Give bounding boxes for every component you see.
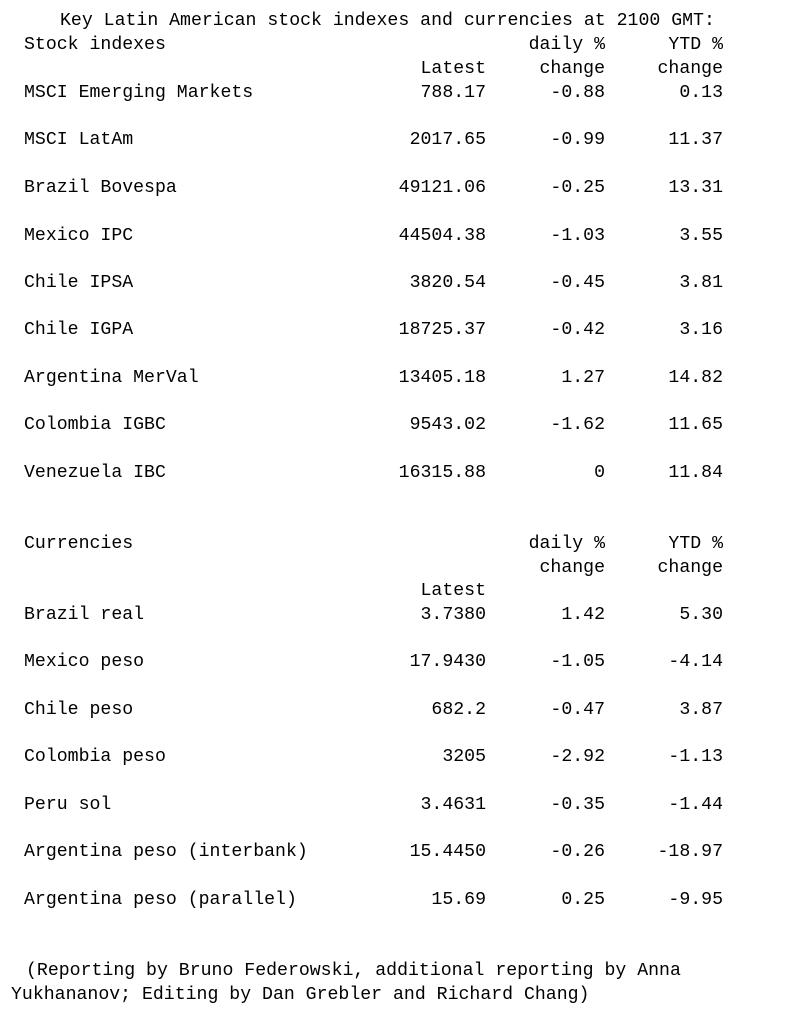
footer-credit-line-1: (Reporting by Bruno Federowski, additional reporting by Anna [26, 961, 681, 981]
stock-name: Chile IPSA [24, 273, 134, 293]
stock-latest: 16315.88 [398, 463, 486, 483]
currency-ytd-header-bottom: change [657, 558, 723, 578]
stock-indexes-label: Stock indexes [24, 35, 166, 55]
stock-ytd-header-top: YTD % [668, 35, 723, 55]
stock-daily: -0.88 [550, 83, 605, 103]
footer-credit-line-2: Yukhananov; Editing by Dan Grebler and Richard Chang) [11, 985, 590, 1005]
stock-latest: 9543.02 [409, 415, 486, 435]
currency-ytd-header-top: YTD % [668, 534, 723, 554]
currency-ytd: -1.13 [668, 747, 723, 767]
currency-name: Peru sol [24, 795, 112, 815]
currency-latest: 3.4631 [420, 795, 486, 815]
currencies-label: Currencies [24, 534, 134, 554]
currency-latest: 3205 [442, 747, 486, 767]
stock-daily: 1.27 [561, 368, 605, 388]
currency-name: Argentina peso (parallel) [24, 890, 297, 910]
stock-name: Chile IGPA [24, 320, 134, 340]
stock-ytd: 3.81 [679, 273, 723, 293]
stock-daily-header-bottom: change [539, 59, 605, 79]
currency-daily: 0.25 [561, 890, 605, 910]
stock-name: MSCI Emerging Markets [24, 83, 254, 103]
stock-daily: -1.62 [550, 415, 605, 435]
stock-name: MSCI LatAm [24, 130, 134, 150]
stock-latest: 3820.54 [409, 273, 486, 293]
stock-latest: 18725.37 [398, 320, 486, 340]
currency-daily-header-top: daily % [528, 534, 605, 554]
stock-name: Brazil Bovespa [24, 178, 177, 198]
stock-latest: 788.17 [420, 83, 486, 103]
page-title: Key Latin American stock indexes and currencies at 2100 GMT: [60, 11, 715, 31]
currency-daily: 1.42 [561, 605, 605, 625]
stock-latest: 49121.06 [398, 178, 486, 198]
currency-ytd: 3.87 [679, 700, 723, 720]
currency-daily: -0.35 [550, 795, 605, 815]
currency-ytd: -1.44 [668, 795, 723, 815]
stock-ytd: 11.65 [668, 415, 723, 435]
stock-daily: -1.03 [550, 226, 605, 246]
stock-ytd: 13.31 [668, 178, 723, 198]
stock-latest: 2017.65 [409, 130, 486, 150]
currency-daily: -2.92 [550, 747, 605, 767]
stock-name: Venezuela IBC [24, 463, 166, 483]
currency-daily-header-bottom: change [539, 558, 605, 578]
currency-name: Colombia peso [24, 747, 166, 767]
stock-name: Mexico IPC [24, 226, 134, 246]
currency-ytd: -18.97 [657, 842, 723, 862]
stock-daily: -0.25 [550, 178, 605, 198]
stock-daily: -0.99 [550, 130, 605, 150]
stock-daily-header-top: daily % [528, 35, 605, 55]
stock-latest: 13405.18 [398, 368, 486, 388]
currency-latest-header: Latest [420, 581, 486, 601]
stock-latest-header: Latest [420, 59, 486, 79]
currency-latest: 15.4450 [409, 842, 486, 862]
stock-ytd: 11.37 [668, 130, 723, 150]
stock-name: Argentina MerVal [24, 368, 199, 388]
currency-daily: -0.26 [550, 842, 605, 862]
currency-name: Argentina peso (interbank) [24, 842, 308, 862]
stock-name: Colombia IGBC [24, 415, 166, 435]
stock-daily: 0 [594, 463, 605, 483]
currency-latest: 3.7380 [420, 605, 486, 625]
currency-ytd: -4.14 [668, 652, 723, 672]
currency-latest: 15.69 [431, 890, 486, 910]
currency-latest: 17.9430 [409, 652, 486, 672]
currency-ytd: -9.95 [668, 890, 723, 910]
stock-ytd: 3.16 [679, 320, 723, 340]
stock-ytd: 14.82 [668, 368, 723, 388]
currency-latest: 682.2 [431, 700, 486, 720]
currency-name: Brazil real [24, 605, 145, 625]
currency-name: Mexico peso [24, 652, 145, 672]
currency-daily: -1.05 [550, 652, 605, 672]
stock-ytd-header-bottom: change [657, 59, 723, 79]
stock-daily: -0.42 [550, 320, 605, 340]
stock-latest: 44504.38 [398, 226, 486, 246]
currency-ytd: 5.30 [679, 605, 723, 625]
currency-daily: -0.47 [550, 700, 605, 720]
stock-ytd: 0.13 [679, 83, 723, 103]
stock-ytd: 11.84 [668, 463, 723, 483]
currency-name: Chile peso [24, 700, 134, 720]
stock-ytd: 3.55 [679, 226, 723, 246]
stock-daily: -0.45 [550, 273, 605, 293]
